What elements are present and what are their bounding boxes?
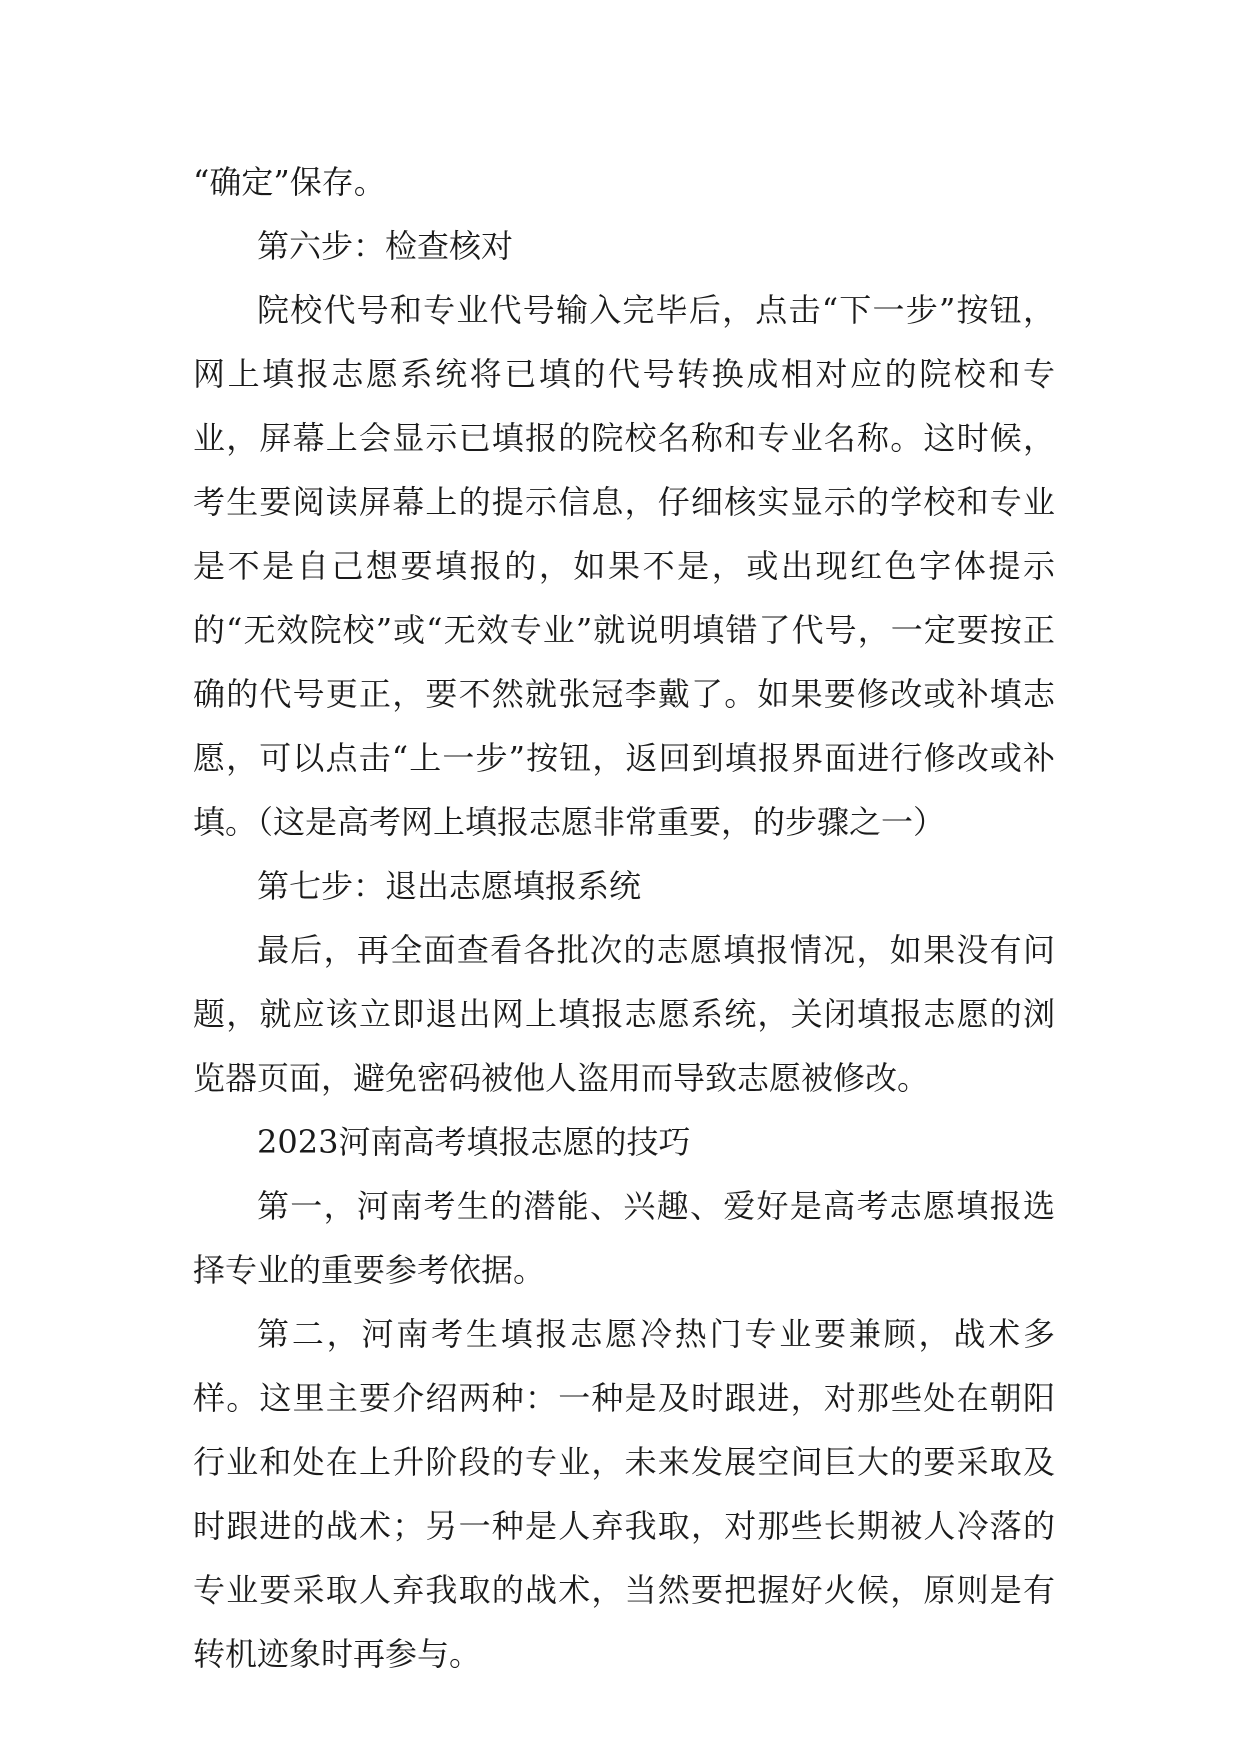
heading-step-seven: 第七步：退出志愿填报系统 (257, 867, 642, 905)
document-body (193, 150, 1055, 1686)
heading-tips: 2023河南高考填报志愿的技巧 (257, 1123, 691, 1161)
paragraph-tip-one: 第一，河南考生的潜能、兴趣、爱好是高考志愿填报选择专业的重要参考依据。 (193, 1187, 1055, 1289)
paragraph-step-six-detail: 院校代号和专业代号输入完毕后，点击“下一步”按钮，网上填报志愿系统将已填的代号转换成相对应的院校和专业，屏幕上会显示已填报的院校名称和专业名称。这时候，考生要阅读屏幕上的提示信息，仔细核实显示的学校和专业是不是自己想要填报的，如果不是，或出现红色字体提示的“无效院校”或“无效专业”就说明填错了代号，一定要按正确的代号更正，要不然就张冠李戴了。如果要修改或补填志愿，可以点击“上一步”按钮，返回到填报界面进行修改或补填。（这是高考网上填报志愿非常重要，的步骤之一） (193, 291, 1055, 841)
heading-step-six: 第六步：检查核对 (257, 227, 514, 265)
paragraph-save-confirm: “确定”保存。 (193, 163, 386, 201)
paragraph-step-seven-detail: 最后，再全面查看各批次的志愿填报情况，如果没有问题，就应该立即退出网上填报志愿系统，关闭填报志愿的浏览器页面，避免密码被他人盗用而导致志愿被修改。 (193, 931, 1055, 1097)
paragraph-tip-two: 第二，河南考生填报志愿冷热门专业要兼顾，战术多样。这里主要介绍两种：一种是及时跟进，对那些处在朝阳行业和处在上升阶段的专业，未来发展空间巨大的要采取及时跟进的战术；另一种是人弃我取，对那些长期被人冷落的专业要采取人弃我取的战术，当然要把握好火候，原则是有转机迹象时再参与。 (193, 1315, 1055, 1673)
